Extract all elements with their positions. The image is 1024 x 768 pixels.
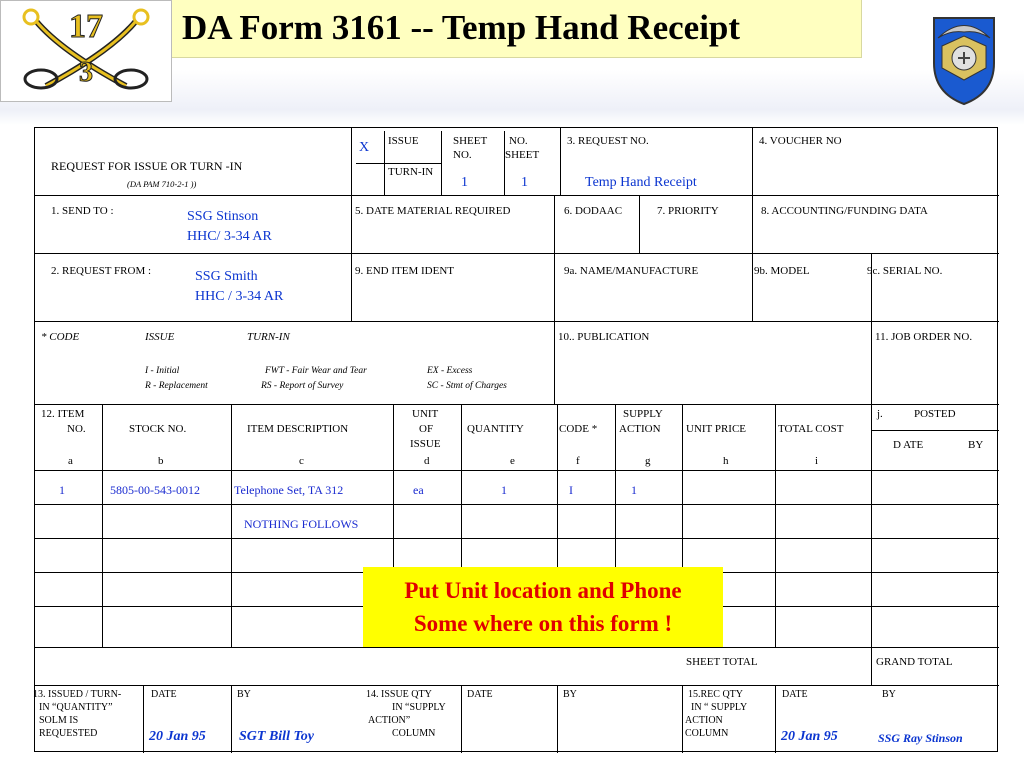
col-unit-price: UNIT PRICE: [686, 423, 746, 435]
code-report-survey: RS - Report of Survey: [261, 381, 344, 391]
item-1-description[interactable]: Telephone Set, TA 312: [234, 483, 344, 497]
rec-qty-label-3: ACTION: [685, 715, 723, 726]
issue-qty-label-3: ACTION”: [368, 715, 411, 726]
end-item-label: 9. END ITEM IDENT: [355, 265, 454, 277]
col-item-no-letter: a: [68, 455, 73, 467]
logo-number-top: 17: [69, 8, 103, 45]
col-unit-2: OF: [419, 423, 434, 435]
no-sheet-label-2: SHEET: [505, 149, 540, 161]
sheet-no-value[interactable]: 1: [461, 175, 468, 190]
received-date[interactable]: 20 Jan 95: [781, 729, 838, 744]
voucher-no-label: 4. VOUCHER NO: [759, 135, 842, 147]
request-from-line-1[interactable]: SSG Smith: [195, 269, 258, 284]
unit-crest-logo: [928, 8, 1000, 108]
issue-checkbox[interactable]: X: [359, 140, 370, 155]
code-stmt-charges: SC - Stmt of Charges: [427, 381, 507, 391]
sheet-no-label-2: NO.: [453, 149, 472, 161]
model-label: 9b. MODEL: [754, 265, 810, 277]
cavalry-logo: [0, 0, 172, 102]
col-quantity-letter: e: [510, 455, 515, 467]
issued-by[interactable]: SGT Bill Toy: [239, 729, 314, 744]
col-code: CODE *: [559, 423, 598, 435]
code-fwt: FWT - Fair Wear and Tear: [265, 366, 367, 376]
issued-label-2: IN “QUANTITY”: [39, 702, 113, 713]
code-excess: EX - Excess: [427, 366, 473, 376]
col-code-letter: f: [576, 455, 580, 467]
col-stock-letter: b: [158, 455, 164, 467]
issued-label-4: REQUESTED: [39, 728, 98, 739]
da-form-3161: [34, 127, 998, 752]
footer-date-label-1: DATE: [151, 689, 177, 700]
request-from-label: 2. REQUEST FROM :: [51, 265, 152, 277]
send-to-line-1[interactable]: SSG Stinson: [187, 209, 259, 224]
col-posted: POSTED: [914, 408, 956, 420]
col-supply-2: ACTION: [619, 423, 661, 435]
code-replacement: R - Replacement: [145, 381, 208, 391]
date-required-label: 5. DATE MATERIAL REQUIRED: [355, 205, 511, 217]
crossed-sabers-icon: [1, 1, 171, 101]
callout-line-1: Put Unit location and Phone: [404, 578, 682, 603]
item-1-stock-no[interactable]: 5805-00-543-0012: [110, 483, 200, 497]
callout-line-2: Some where on this form !: [413, 611, 673, 636]
footer-by-label-3: BY: [882, 689, 896, 700]
request-no-value[interactable]: Temp Hand Receipt: [585, 175, 697, 190]
issue-qty-label-4: COLUMN: [392, 728, 436, 739]
col-quantity: QUANTITY: [467, 423, 524, 435]
send-to-label: 1. SEND TO :: [51, 205, 114, 217]
send-to-line-2[interactable]: HHC/ 3-34 AR: [187, 229, 272, 244]
col-supply-letter: g: [645, 455, 651, 467]
dodaac-label: 6. DODAAC: [564, 205, 623, 217]
col-posted-j: j.: [877, 408, 883, 420]
col-description: ITEM DESCRIPTION: [247, 423, 349, 435]
code-label: * CODE: [41, 331, 80, 343]
priority-label: 7. PRIORITY: [657, 205, 719, 217]
name-manufacture-label: 9a. NAME/MANUFACTURE: [564, 265, 699, 277]
col-unit-1: UNIT: [412, 408, 439, 420]
col-total-cost: TOTAL COST: [778, 423, 844, 435]
pam-ref: (DA PAM 710-2-1 )): [127, 179, 197, 189]
sheet-no-label-1: SHEET: [453, 135, 488, 147]
footer-by-label-2: BY: [563, 689, 577, 700]
col-posted-by: BY: [968, 439, 984, 451]
footer-by-label-1: BY: [237, 689, 251, 700]
rec-qty-label-2: IN “ SUPPLY: [691, 702, 748, 713]
col-unit-3: ISSUE: [410, 438, 441, 450]
received-by[interactable]: SSG Ray Stinson: [878, 731, 963, 745]
request-for-issue-label: REQUEST FOR ISSUE OR TURN -IN: [51, 159, 243, 173]
request-no-label: 3. REQUEST NO.: [567, 135, 649, 147]
issued-date[interactable]: 20 Jan 95: [149, 729, 206, 744]
issue-label: ISSUE: [388, 135, 419, 147]
col-posted-date: D ATE: [893, 439, 924, 451]
accounting-label: 8. ACCOUNTING/FUNDING DATA: [761, 205, 928, 217]
col-total-letter: i: [815, 455, 819, 467]
item-1-unit[interactable]: ea: [413, 483, 424, 497]
code-initial: I - Initial: [145, 366, 180, 376]
rec-qty-label-4: COLUMN: [685, 728, 729, 739]
item-1-supply-action[interactable]: 1: [631, 483, 637, 497]
footer-date-label-3: DATE: [782, 689, 808, 700]
request-from-line-2[interactable]: HHC / 3-34 AR: [195, 289, 284, 304]
serial-no-label: 9c. SERIAL NO.: [867, 265, 943, 277]
grand-total-label: GRAND TOTAL: [876, 656, 953, 668]
no-sheets-value[interactable]: 1: [521, 175, 528, 190]
unit-crest-icon: [928, 8, 1000, 108]
col-item-no-2: NO.: [67, 423, 86, 435]
publication-label: 10.. PUBLICATION: [558, 331, 650, 343]
logo-number-bottom: 3: [79, 57, 93, 88]
item-1-quantity[interactable]: 1: [501, 483, 507, 497]
col-price-letter: h: [723, 455, 729, 467]
code-turnin-label: TURN-IN: [247, 331, 290, 343]
col-stock-no: STOCK NO.: [129, 423, 187, 435]
code-issue-label: ISSUE: [145, 331, 175, 343]
item-1-code[interactable]: I: [569, 483, 573, 497]
col-description-letter: c: [299, 455, 304, 467]
issued-label-3: SOLM IS: [39, 715, 79, 726]
footer-date-label-2: DATE: [467, 689, 493, 700]
turnin-label: TURN-IN: [388, 166, 434, 178]
job-order-label: 11. JOB ORDER NO.: [875, 331, 973, 343]
page-title: DA Form 3161 -- Temp Hand Receipt: [182, 8, 741, 47]
col-unit-letter: d: [424, 455, 430, 467]
sheet-total-label: SHEET TOTAL: [686, 656, 758, 668]
item-1-no[interactable]: 1: [59, 483, 65, 497]
callout-note: [363, 567, 723, 647]
issue-qty-label-1: 14. ISSUE QTY: [366, 689, 432, 700]
title-box: [172, 0, 862, 58]
issued-label-1: 13. ISSUED / TURN-: [33, 689, 122, 700]
nothing-follows: NOTHING FOLLOWS: [244, 517, 359, 531]
col-item-no-1: 12. ITEM: [41, 408, 85, 420]
rec-qty-label-1: 15.REC QTY: [688, 689, 743, 700]
col-supply-1: SUPPLY: [623, 408, 663, 420]
issue-qty-label-2: IN “SUPPLY: [392, 702, 446, 713]
no-sheet-label-1: NO.: [509, 135, 528, 147]
